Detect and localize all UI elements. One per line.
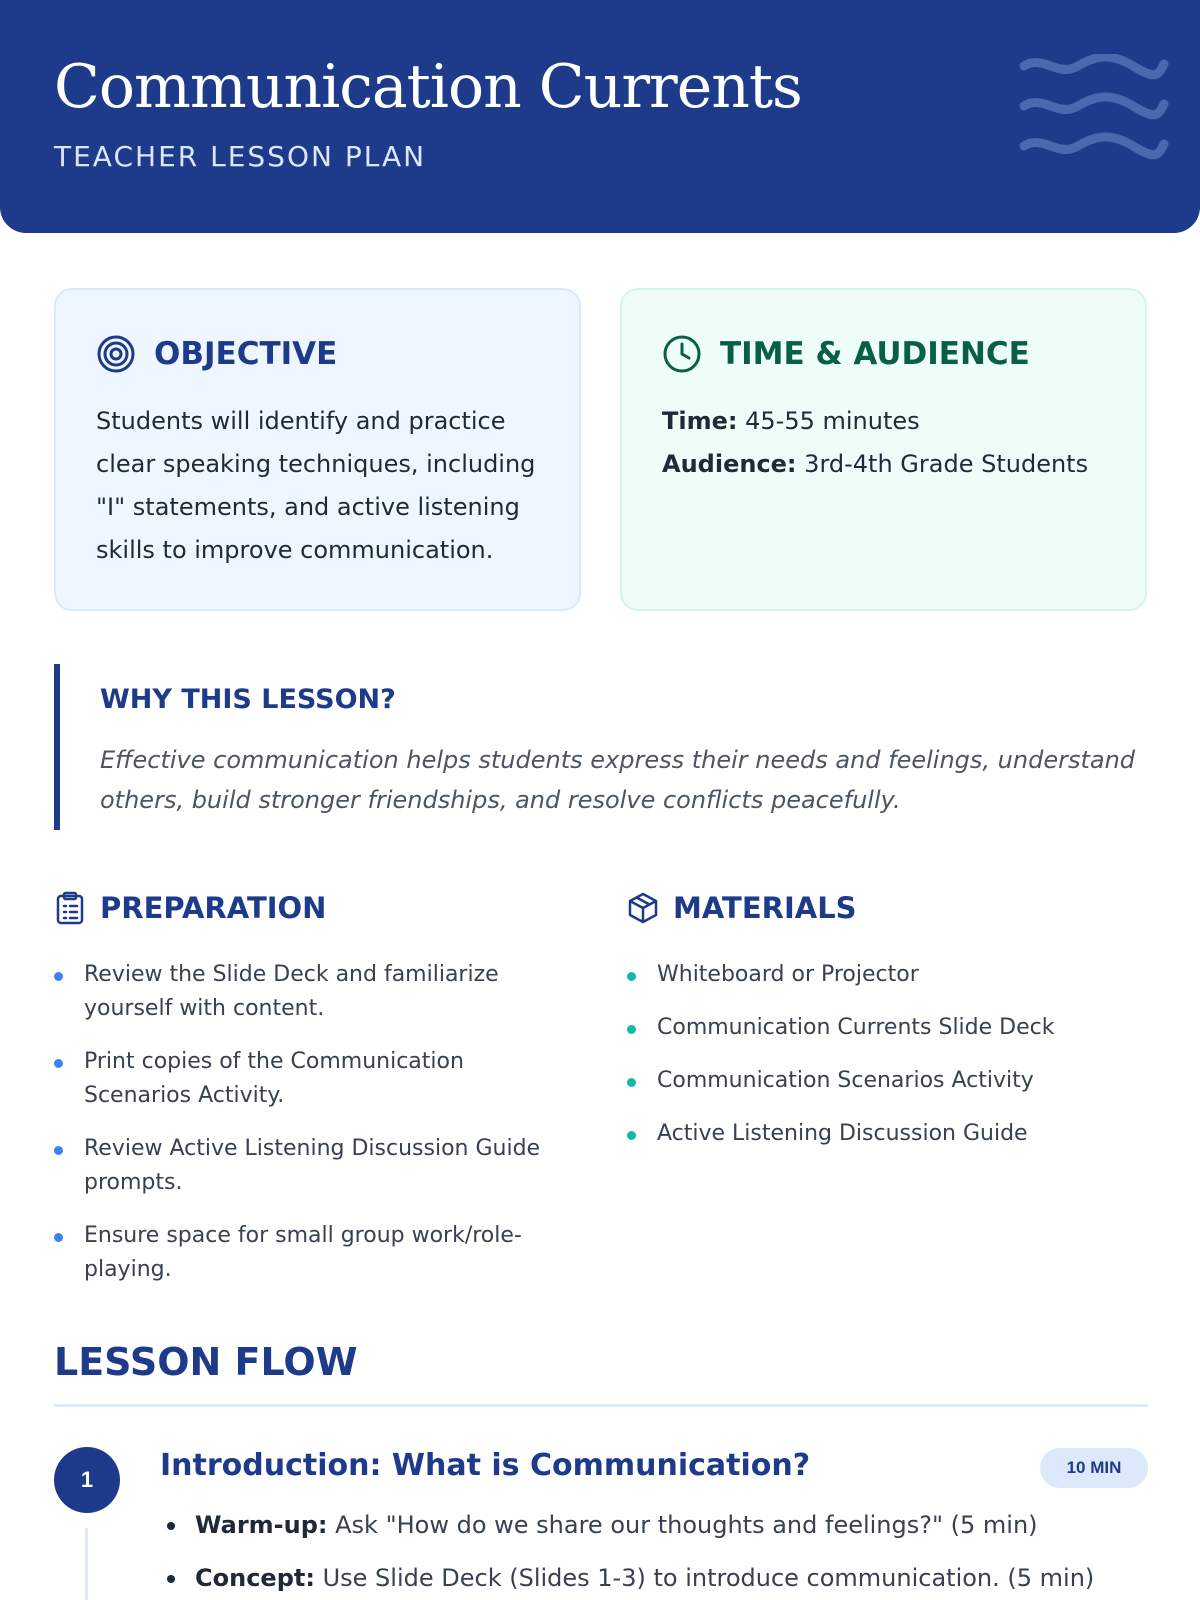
step-item (165, 1508, 1094, 1542)
box-icon (627, 891, 659, 925)
list-item: Ensure space for small group work/role-playing. (54, 1219, 574, 1287)
page-subtitle: TEACHER LESSON PLAN (54, 140, 427, 173)
why-text: Effective communication helps students express their needs and feelings, understand others, build stronger friendships, and resolve conflicts peacefully. (100, 746, 1136, 814)
preparation-title: PREPARATION (100, 891, 327, 925)
page-header (0, 0, 1200, 233)
time-label: Time: (662, 407, 738, 435)
step-item-label: Concept: (195, 1564, 315, 1592)
timeline-line (85, 1528, 88, 1600)
audience-label: Audience: (662, 450, 797, 478)
materials-list (627, 958, 1147, 1151)
step-item-text: Ask "How do we share our thoughts and feelings?" (5 min) (327, 1511, 1038, 1539)
list-item: Communication Currents Slide Deck (627, 1011, 1147, 1045)
materials-title: MATERIALS (673, 891, 857, 925)
page-title: Communication Currents (54, 52, 802, 122)
step-number: 1 (54, 1447, 120, 1513)
time-audience-details (662, 400, 1122, 486)
objective-title: OBJECTIVE (154, 336, 338, 372)
why-section (54, 664, 1148, 830)
step-item-text: Use Slide Deck (Slides 1-3) to introduce communication. (5 min) (314, 1564, 1095, 1592)
why-title: WHY THIS LESSON? (100, 684, 396, 715)
step-items (165, 1508, 1094, 1600)
waves-icon (1018, 54, 1170, 164)
audience-value: 3rd-4th Grade Students (804, 450, 1089, 478)
duration-badge: 10 MIN (1040, 1448, 1148, 1488)
time-audience-title: TIME & AUDIENCE (720, 336, 1030, 372)
step-item (165, 1561, 1094, 1595)
list-item: Review the Slide Deck and familiarize yourself with content. (54, 958, 574, 1026)
preparation-list (54, 958, 574, 1287)
objective-card (54, 288, 581, 611)
target-icon (96, 334, 136, 374)
time-value: 45-55 minutes (745, 407, 920, 435)
step-item-label: Warm-up: (195, 1511, 328, 1539)
time-row (662, 400, 1122, 443)
list-item: Whiteboard or Projector (627, 958, 1147, 992)
materials-section (627, 888, 1147, 1170)
list-item: Communication Scenarios Activity (627, 1064, 1147, 1098)
clock-icon (662, 334, 702, 374)
preparation-section (54, 888, 574, 1306)
step-title: Introduction: What is Communication? (160, 1448, 811, 1483)
audience-row (662, 443, 1122, 486)
list-item: Print copies of the Communication Scenarios Activity. (54, 1045, 574, 1113)
list-item: Review Active Listening Discussion Guide prompts. (54, 1132, 574, 1200)
objective-text: Students will identify and practice clear speaking techniques, including "I" statements, and active listening skills to improve communication. (96, 407, 536, 564)
time-audience-card (620, 288, 1147, 611)
lesson-flow-title: LESSON FLOW (54, 1340, 358, 1384)
divider (54, 1404, 1148, 1407)
list-item: Active Listening Discussion Guide (627, 1117, 1147, 1151)
clipboard-icon (54, 891, 86, 925)
